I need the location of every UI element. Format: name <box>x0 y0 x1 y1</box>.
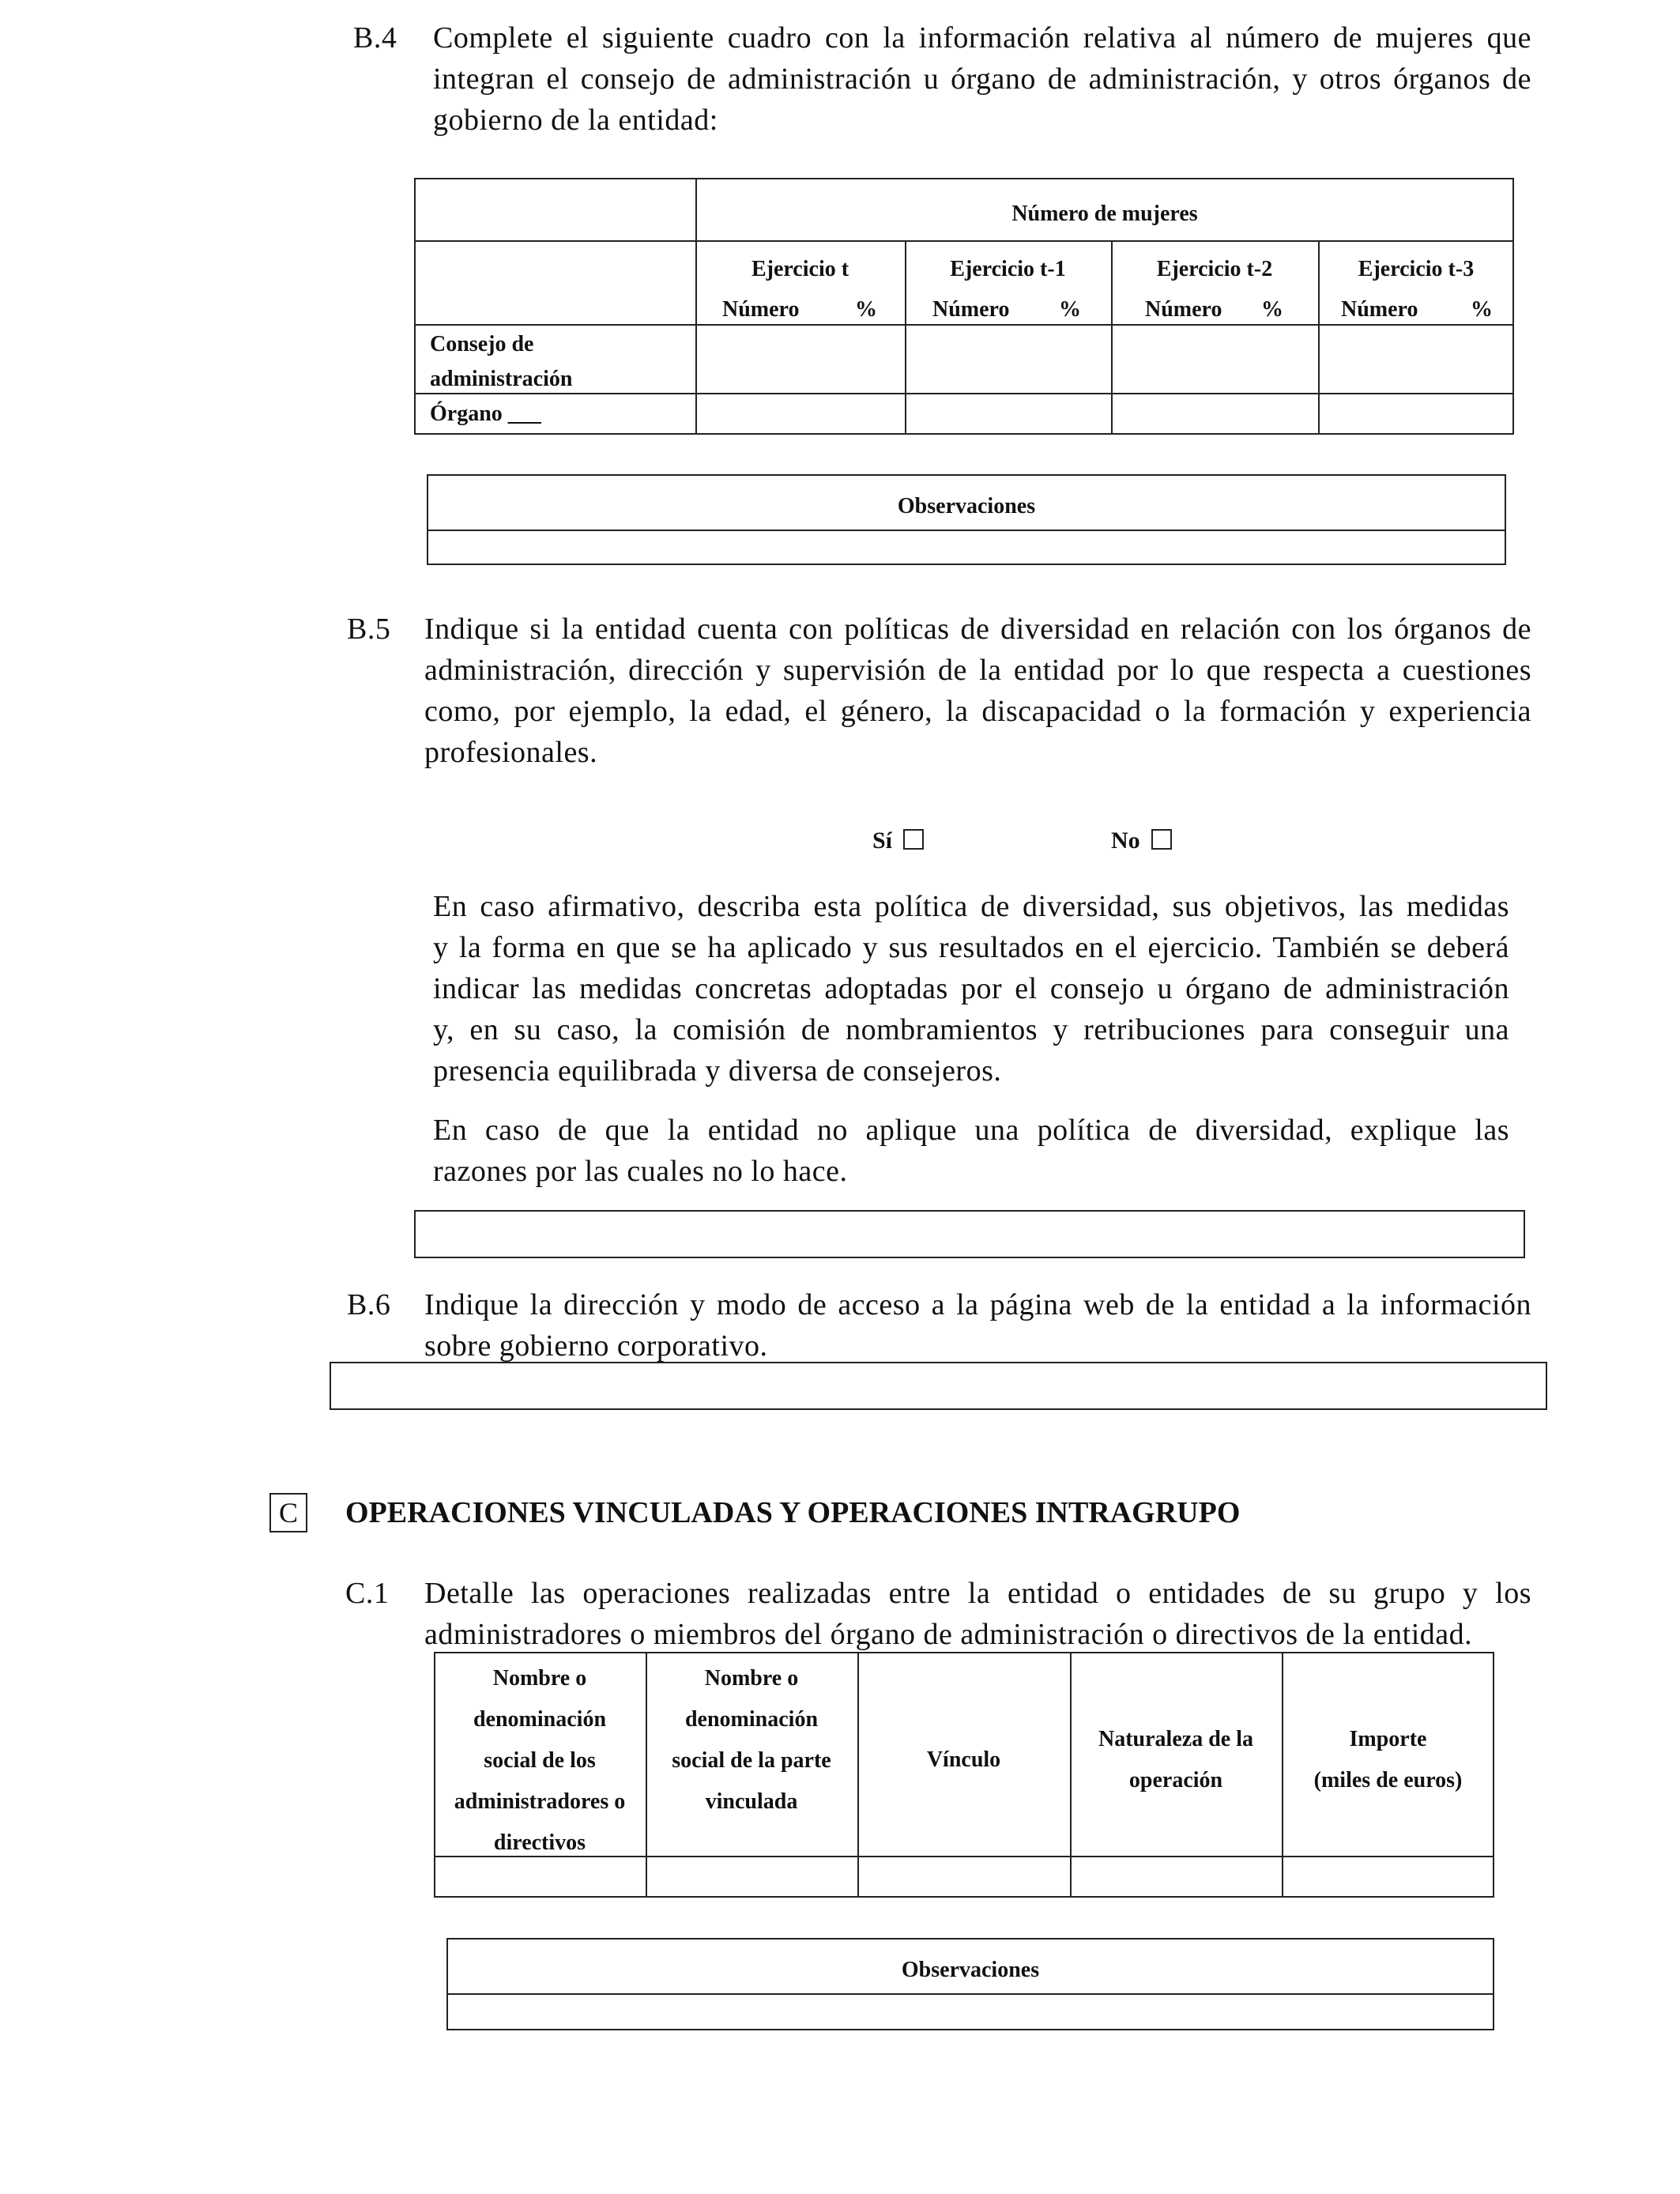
c1-observations-field[interactable] <box>448 1995 1493 2029</box>
col2-line-3: social de la parte <box>672 1748 831 1773</box>
c1-number: C.1 <box>345 1577 390 1610</box>
year-header-t1: Ejercicio t-1 <box>950 257 1066 281</box>
sub-percent-t2: % <box>1261 297 1283 322</box>
section-c-letter: C <box>278 1497 298 1529</box>
no-checkbox[interactable] <box>1151 829 1172 850</box>
sub-number-t3: Número <box>1341 297 1418 322</box>
col3-line-1: Vínculo <box>926 1747 1001 1772</box>
col2-line-2: denominación <box>684 1707 819 1732</box>
b5-line-2: administración, dirección y supervisión de la entidad por lo que respecta a cuestiones <box>424 654 1531 687</box>
col4-line-1: Naturaleza de la <box>1098 1727 1253 1751</box>
col1-line-2: denominación <box>473 1707 607 1732</box>
yes-label: Sí <box>872 827 893 854</box>
b5-p2-line-1: En caso afirmativo, describa esta política de diversidad, sus objetivos, las medidas <box>433 890 1509 923</box>
col1-line-3: social de los <box>484 1748 596 1773</box>
b5-p2-line-4: y, en su caso, la comisión de nombramientos y retribuciones para conseguir una <box>433 1013 1509 1046</box>
col5-line-1: Importe <box>1349 1727 1427 1751</box>
col2-line-1: Nombre o <box>704 1666 799 1691</box>
b6-line-1: Indique la dirección y modo de acceso a la página web de la entidad a la información <box>424 1288 1531 1321</box>
section-c-title: OPERACIONES VINCULADAS Y OPERACIONES INTRAGRUPO <box>345 1496 1241 1529</box>
b5-p2-line-2: y la forma en que se ha aplicado y sus resultados en el ejercicio. También se deberá <box>433 931 1509 964</box>
b5-p2-line-5: presencia equilibrada y diversa de consejeros. <box>433 1054 1002 1088</box>
col-header-amount <box>1282 1719 1494 1801</box>
b4-line-2: integran el consejo de administración u órgano de administración, y otros órganos de <box>433 62 1531 96</box>
b5-question <box>424 609 1531 773</box>
sub-percent-t3: % <box>1471 297 1493 322</box>
col4-line-2: operación <box>1128 1768 1223 1793</box>
sub-number-t2: Número <box>1145 297 1222 322</box>
sub-number-t1: Número <box>932 297 1010 322</box>
row-label-organo: Órgano ___ <box>430 401 541 426</box>
col1-line-5: directivos <box>493 1830 586 1855</box>
b4-number: B.4 <box>353 21 397 55</box>
b5-p2-line-3: indicar las medidas concretas adoptadas por el consejo u órgano de administración <box>433 972 1509 1005</box>
yes-checkbox[interactable] <box>903 829 924 850</box>
c1-question <box>424 1573 1531 1655</box>
b4-question <box>433 17 1531 141</box>
b4-observations-label: Observaciones <box>897 494 1036 518</box>
year-header-t2: Ejercicio t-2 <box>1156 257 1273 281</box>
yes-option[interactable] <box>872 824 924 858</box>
c1-line-1: Detalle las operaciones realizadas entre la entidad o entidades de su grupo y los <box>424 1577 1531 1610</box>
col-header-related-party <box>646 1658 857 1823</box>
col-header-nature <box>1070 1719 1282 1801</box>
b5-affirmative-text <box>433 886 1509 1091</box>
col1-line-1: Nombre o <box>492 1666 587 1691</box>
b6-answer-field[interactable] <box>330 1362 1547 1410</box>
b5-negative-text <box>433 1110 1509 1192</box>
women-group-header: Número de mujeres <box>1011 202 1198 226</box>
section-c-letter-box <box>269 1493 307 1532</box>
b5-answer-field[interactable] <box>414 1210 1525 1258</box>
col-header-directors <box>434 1658 646 1864</box>
col1-line-4: administradores o <box>454 1789 626 1814</box>
row-label-consejo-1: Consejo de <box>430 332 534 356</box>
year-header-t: Ejercicio t <box>751 257 849 281</box>
b6-question <box>424 1284 1531 1367</box>
b4-line-3: gobierno de la entidad: <box>433 104 718 137</box>
sub-number-t: Número <box>722 297 800 322</box>
no-label: No <box>1111 827 1140 854</box>
no-option[interactable] <box>1111 824 1172 858</box>
sub-percent-t1: % <box>1059 297 1081 322</box>
sub-percent-t: % <box>855 297 877 322</box>
b4-line-1: Complete el siguiente cuadro con la información relativa al número de mujeres que <box>433 21 1531 55</box>
b5-line-4: profesionales. <box>424 736 598 769</box>
row-label-consejo-2: administración <box>430 367 573 391</box>
b4-observations-field[interactable] <box>428 531 1505 564</box>
col2-line-4: vinculada <box>705 1789 798 1814</box>
col-header-link <box>857 1740 1070 1781</box>
b5-line-1: Indique si la entidad cuenta con políticas de diversidad en relación con los órganos de <box>424 613 1531 646</box>
b5-line-3: como, por ejemplo, la edad, el género, la discapacidad o la formación y experiencia <box>424 695 1531 728</box>
b6-number: B.6 <box>347 1288 391 1321</box>
b5-number: B.5 <box>347 613 391 646</box>
c1-observations-label: Observaciones <box>901 1958 1040 1982</box>
c1-line-2: administradores o miembros del órgano de administración o directivos de la entidad. <box>424 1618 1473 1651</box>
b5-p3-line-2: razones por las cuales no lo hace. <box>433 1155 848 1188</box>
year-header-t3: Ejercicio t-3 <box>1358 257 1475 281</box>
b6-line-2: sobre gobierno corporativo. <box>424 1329 768 1363</box>
col5-line-2: (miles de euros) <box>1313 1768 1463 1793</box>
b5-p3-line-1: En caso de que la entidad no aplique una política de diversidad, explique las <box>433 1114 1509 1147</box>
